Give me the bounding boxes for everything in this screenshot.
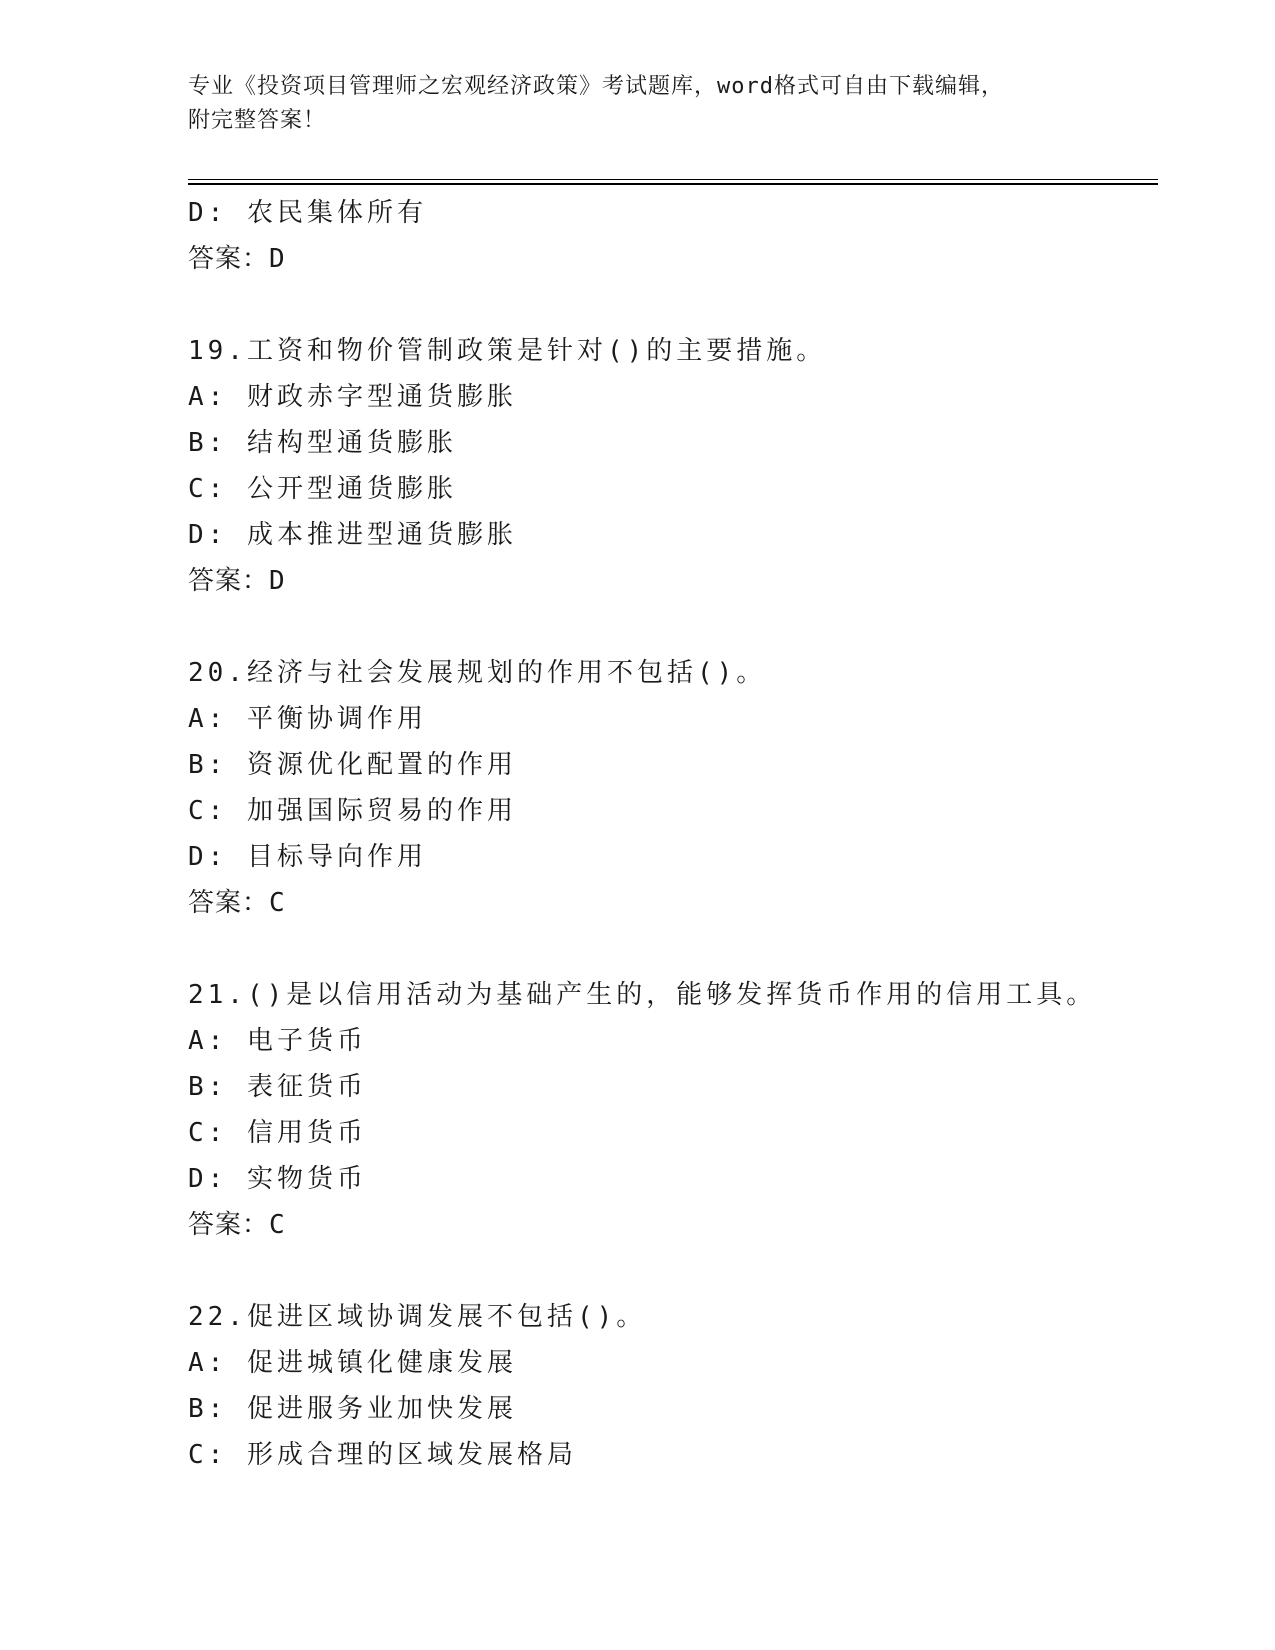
option-b: B: 表征货币	[188, 1072, 367, 1102]
answer-label: 答案：	[188, 1210, 270, 1240]
option-c: C: 公开型通货膨胀	[188, 474, 457, 504]
answer-label: 答案：	[188, 566, 270, 596]
answer-label: 答案：	[188, 888, 270, 918]
option-c: C: 形成合理的区域发展格局	[188, 1440, 577, 1470]
answer-value: C	[269, 888, 289, 918]
option-b: B: 结构型通货膨胀	[188, 428, 457, 458]
header-line-2: 附完整答案！	[188, 108, 327, 133]
option-b: B: 资源优化配置的作用	[188, 750, 517, 780]
option-c: C: 信用货币	[188, 1118, 367, 1148]
question-stem: 19.工资和物价管制政策是针对()的主要措施。	[188, 336, 827, 366]
question-stem: 22.促进区域协调发展不包括()。	[188, 1302, 647, 1332]
question-list	[188, 190, 1168, 1478]
answer-value: D	[269, 244, 289, 274]
option-d: D: 成本推进型通货膨胀	[188, 520, 517, 550]
document-header	[188, 70, 1088, 138]
answer-line	[188, 880, 1168, 926]
question-stem: 21.()是以信用活动为基础产生的，能够发挥货币作用的信用工具。	[188, 980, 1097, 1010]
option-d: D: 农民集体所有	[188, 198, 427, 228]
option-c: C: 加强国际贸易的作用	[188, 796, 517, 826]
option-a: A: 财政赤字型通货膨胀	[188, 382, 517, 412]
header-rule-thick	[188, 183, 1158, 185]
answer-label: 答案：	[188, 244, 270, 274]
header-line-1: 专业《投资项目管理师之宏观经济政策》考试题库，word格式可自由下载编辑，	[188, 74, 1004, 99]
answer-line	[188, 1202, 1168, 1248]
answer-line	[188, 236, 1168, 282]
option-a: A: 促进城镇化健康发展	[188, 1348, 517, 1378]
header-rule-thin	[188, 179, 1158, 180]
answer-line	[188, 558, 1168, 604]
question-stem: 20.经济与社会发展规划的作用不包括()。	[188, 658, 767, 688]
option-b: B: 促进服务业加快发展	[188, 1394, 517, 1424]
answer-value: D	[269, 566, 289, 596]
answer-value: C	[269, 1210, 289, 1240]
option-a: A: 平衡协调作用	[188, 704, 427, 734]
option-d: D: 实物货币	[188, 1164, 367, 1194]
option-d: D: 目标导向作用	[188, 842, 427, 872]
option-a: A: 电子货币	[188, 1026, 367, 1056]
